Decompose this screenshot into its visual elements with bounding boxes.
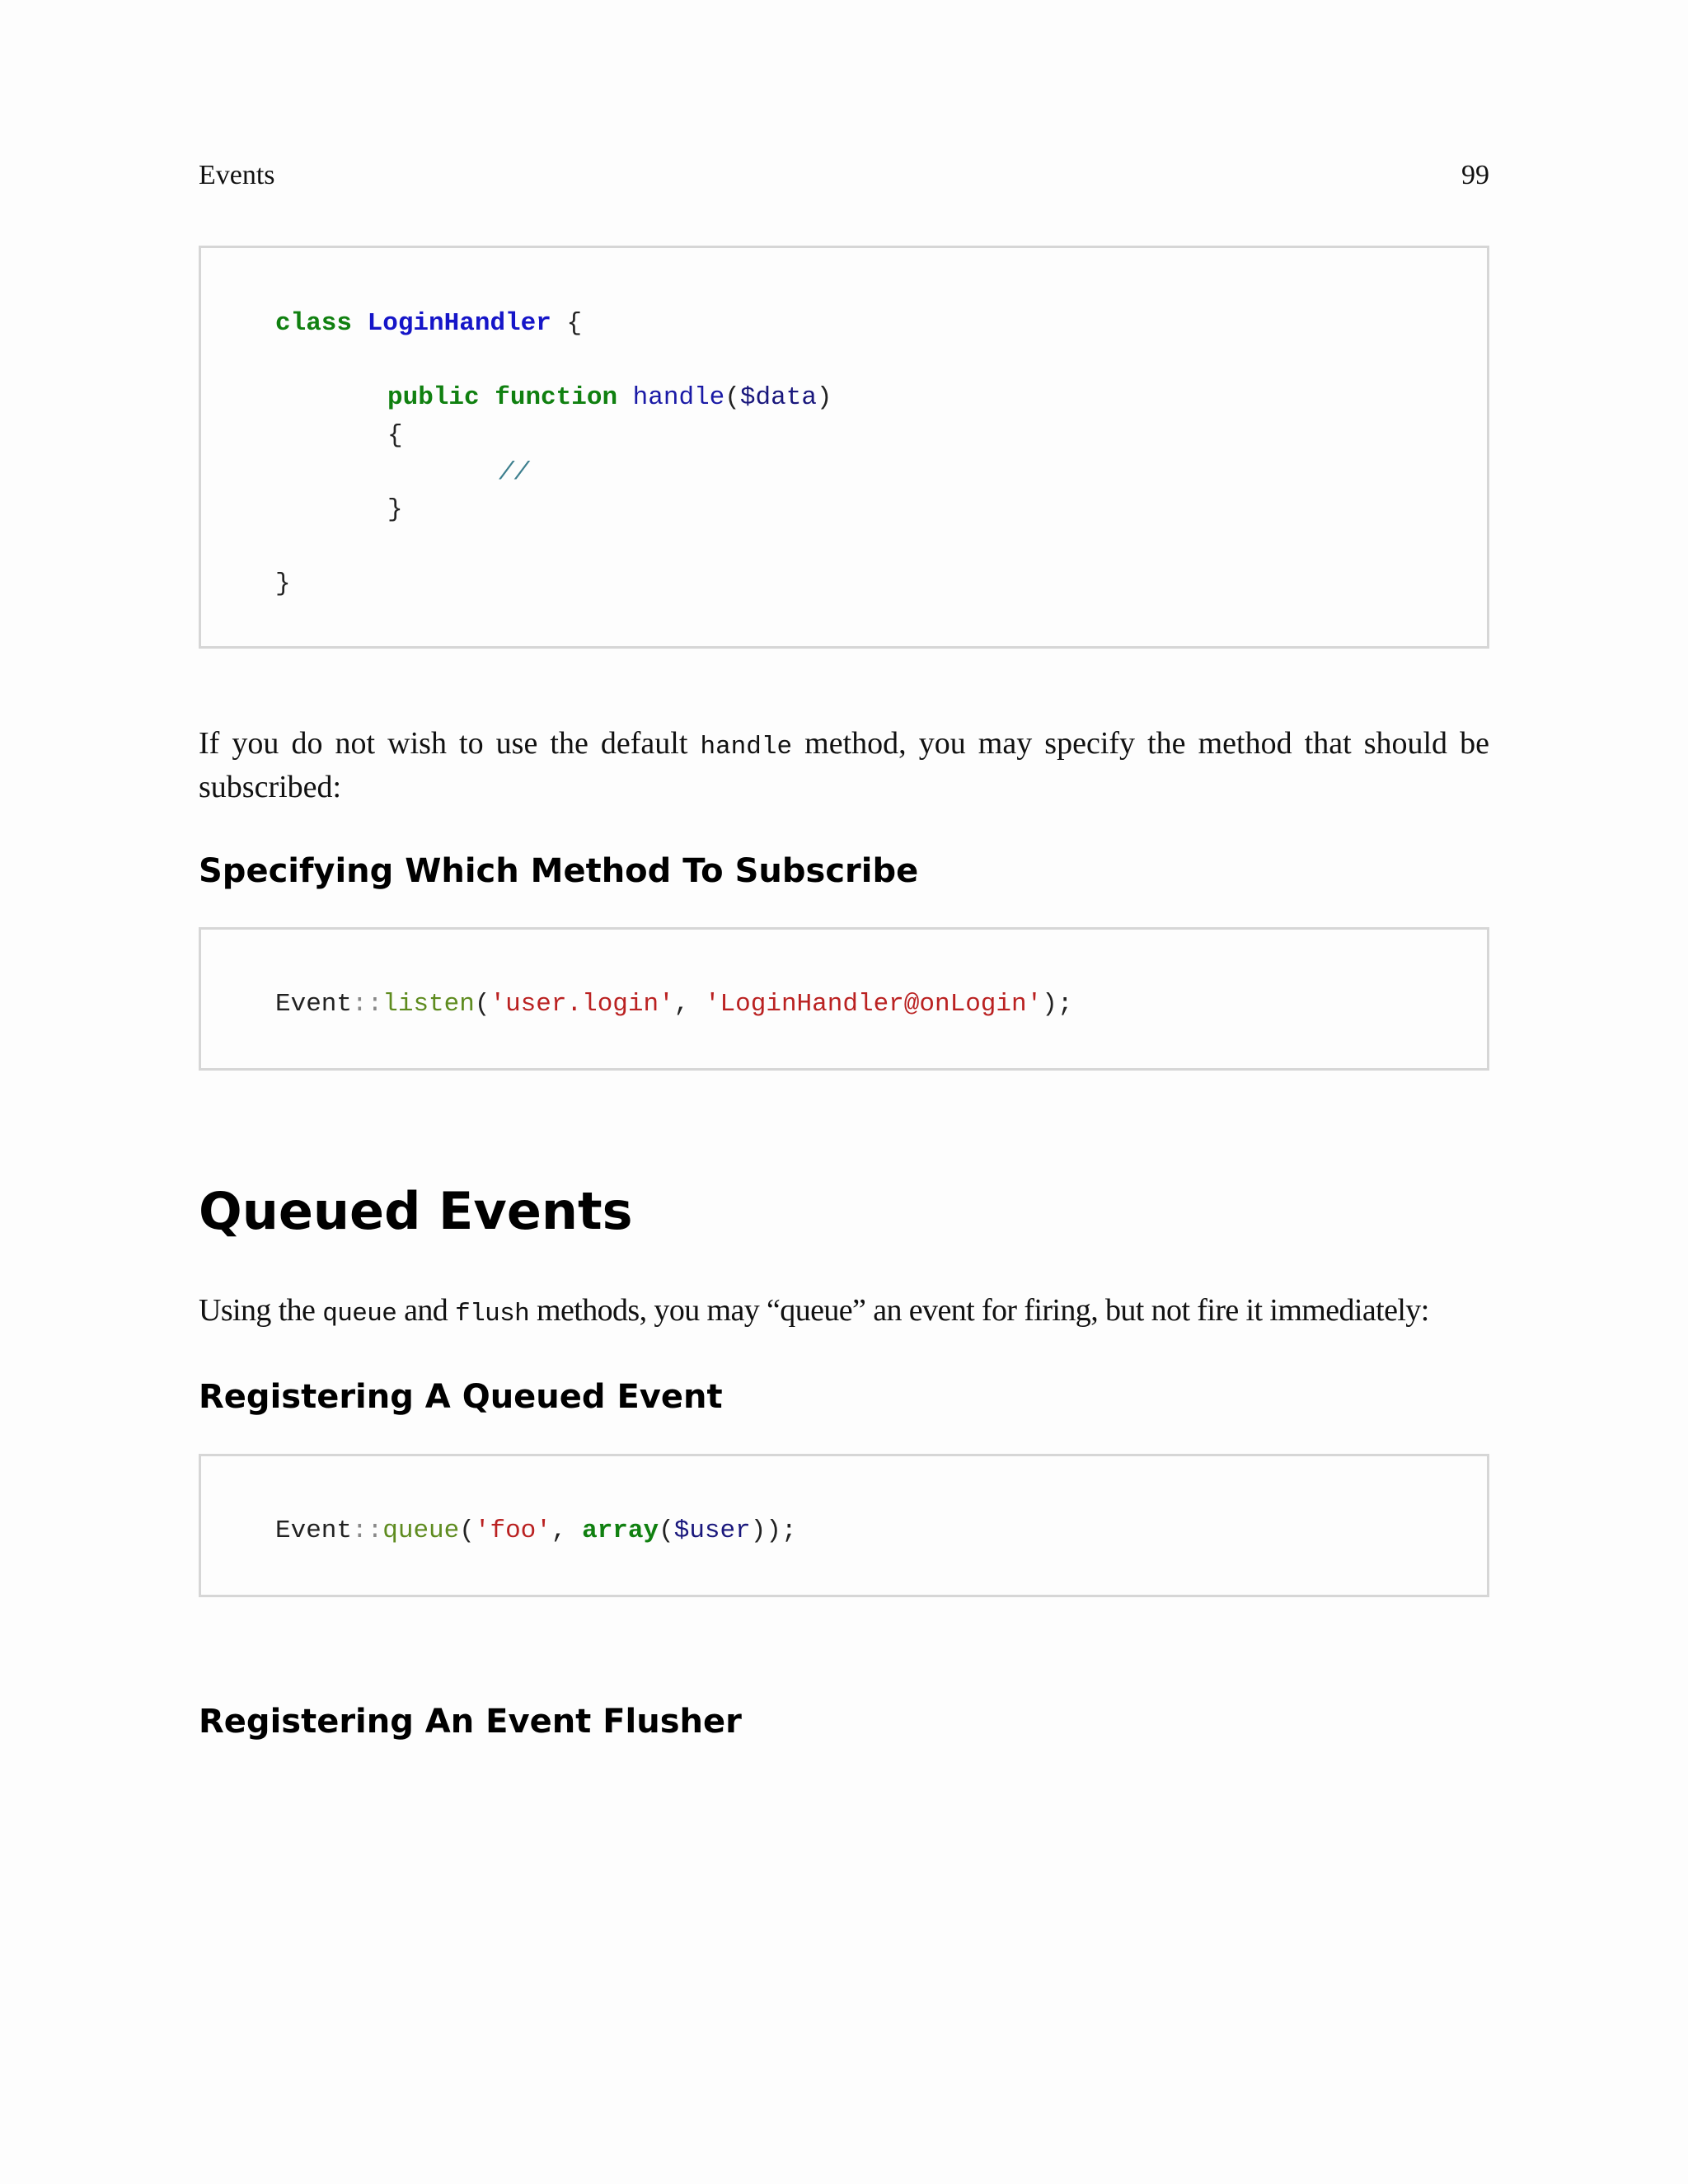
code-line-class-declaration xyxy=(275,307,582,340)
method-listen: listen xyxy=(382,990,475,1019)
paren-close: ); xyxy=(1042,990,1073,1019)
code-block-listen xyxy=(199,927,1489,1071)
page-number: 99 xyxy=(1461,160,1489,190)
code-event-class: Event xyxy=(275,990,353,1019)
scope-operator: :: xyxy=(352,1516,383,1545)
string-foo: 'foo' xyxy=(474,1516,551,1545)
inline-code-handle: handle xyxy=(700,733,793,762)
comma: , xyxy=(551,1516,567,1545)
heading-specifying-method: Specifying Which Method To Subscribe xyxy=(199,852,919,890)
code-block-login-handler xyxy=(199,246,1489,649)
para1-text-after: method, you may specify the method that should be subscribed: xyxy=(199,726,1489,804)
para1-text-before: If you do not wish to use the default xyxy=(199,726,688,761)
scope-operator: :: xyxy=(352,990,383,1019)
code-line-method-signature xyxy=(387,382,832,415)
method-queue: queue xyxy=(382,1516,460,1545)
code-event-class: Event xyxy=(275,1516,353,1545)
inline-code-flush: flush xyxy=(455,1300,530,1329)
paragraph-queue-flush xyxy=(199,1291,1489,1334)
code-line-queue xyxy=(275,1515,797,1548)
open-brace: { xyxy=(566,309,583,338)
para2-text-3: methods, you may “queue” an event for firing, but not fire it immediately: xyxy=(537,1293,1429,1328)
code-comment: // xyxy=(499,458,530,487)
keyword-public: public xyxy=(387,383,480,412)
paragraph-default-handle xyxy=(199,724,1489,807)
paren-open: ( xyxy=(459,1516,475,1545)
variable-user: $user xyxy=(673,1516,751,1545)
heading-queued-events: Queued Events xyxy=(199,1181,633,1241)
paren-close: )); xyxy=(750,1516,797,1545)
keyword-function: function xyxy=(495,383,618,412)
para2-text-1: Using the xyxy=(199,1293,316,1328)
method-name: handle xyxy=(632,383,725,412)
code-line-method-close: } xyxy=(387,495,403,524)
paren-open: ( xyxy=(474,990,490,1019)
heading-registering-queued-event: Registering A Queued Event xyxy=(199,1378,723,1416)
running-header-title: Events xyxy=(199,160,275,190)
param-variable: $data xyxy=(739,383,817,412)
code-line-method-open: { xyxy=(387,421,403,450)
code-line-class-close: } xyxy=(275,569,291,598)
heading-registering-event-flusher: Registering An Event Flusher xyxy=(199,1703,742,1741)
comma: , xyxy=(673,990,690,1019)
code-block-queue xyxy=(199,1454,1489,1597)
paren-close: ) xyxy=(816,383,832,412)
paren-open: ( xyxy=(724,383,740,412)
string-login-handler: 'LoginHandler@onLogin' xyxy=(704,990,1043,1019)
keyword-class: class xyxy=(275,309,353,338)
class-name: LoginHandler xyxy=(367,309,551,338)
paren-open-2: ( xyxy=(659,1516,674,1545)
inline-code-queue: queue xyxy=(322,1300,397,1329)
string-user-login: 'user.login' xyxy=(490,990,674,1019)
para2-text-2: and xyxy=(404,1293,448,1328)
keyword-array: array xyxy=(582,1516,659,1545)
code-line-listen xyxy=(275,988,1072,1021)
